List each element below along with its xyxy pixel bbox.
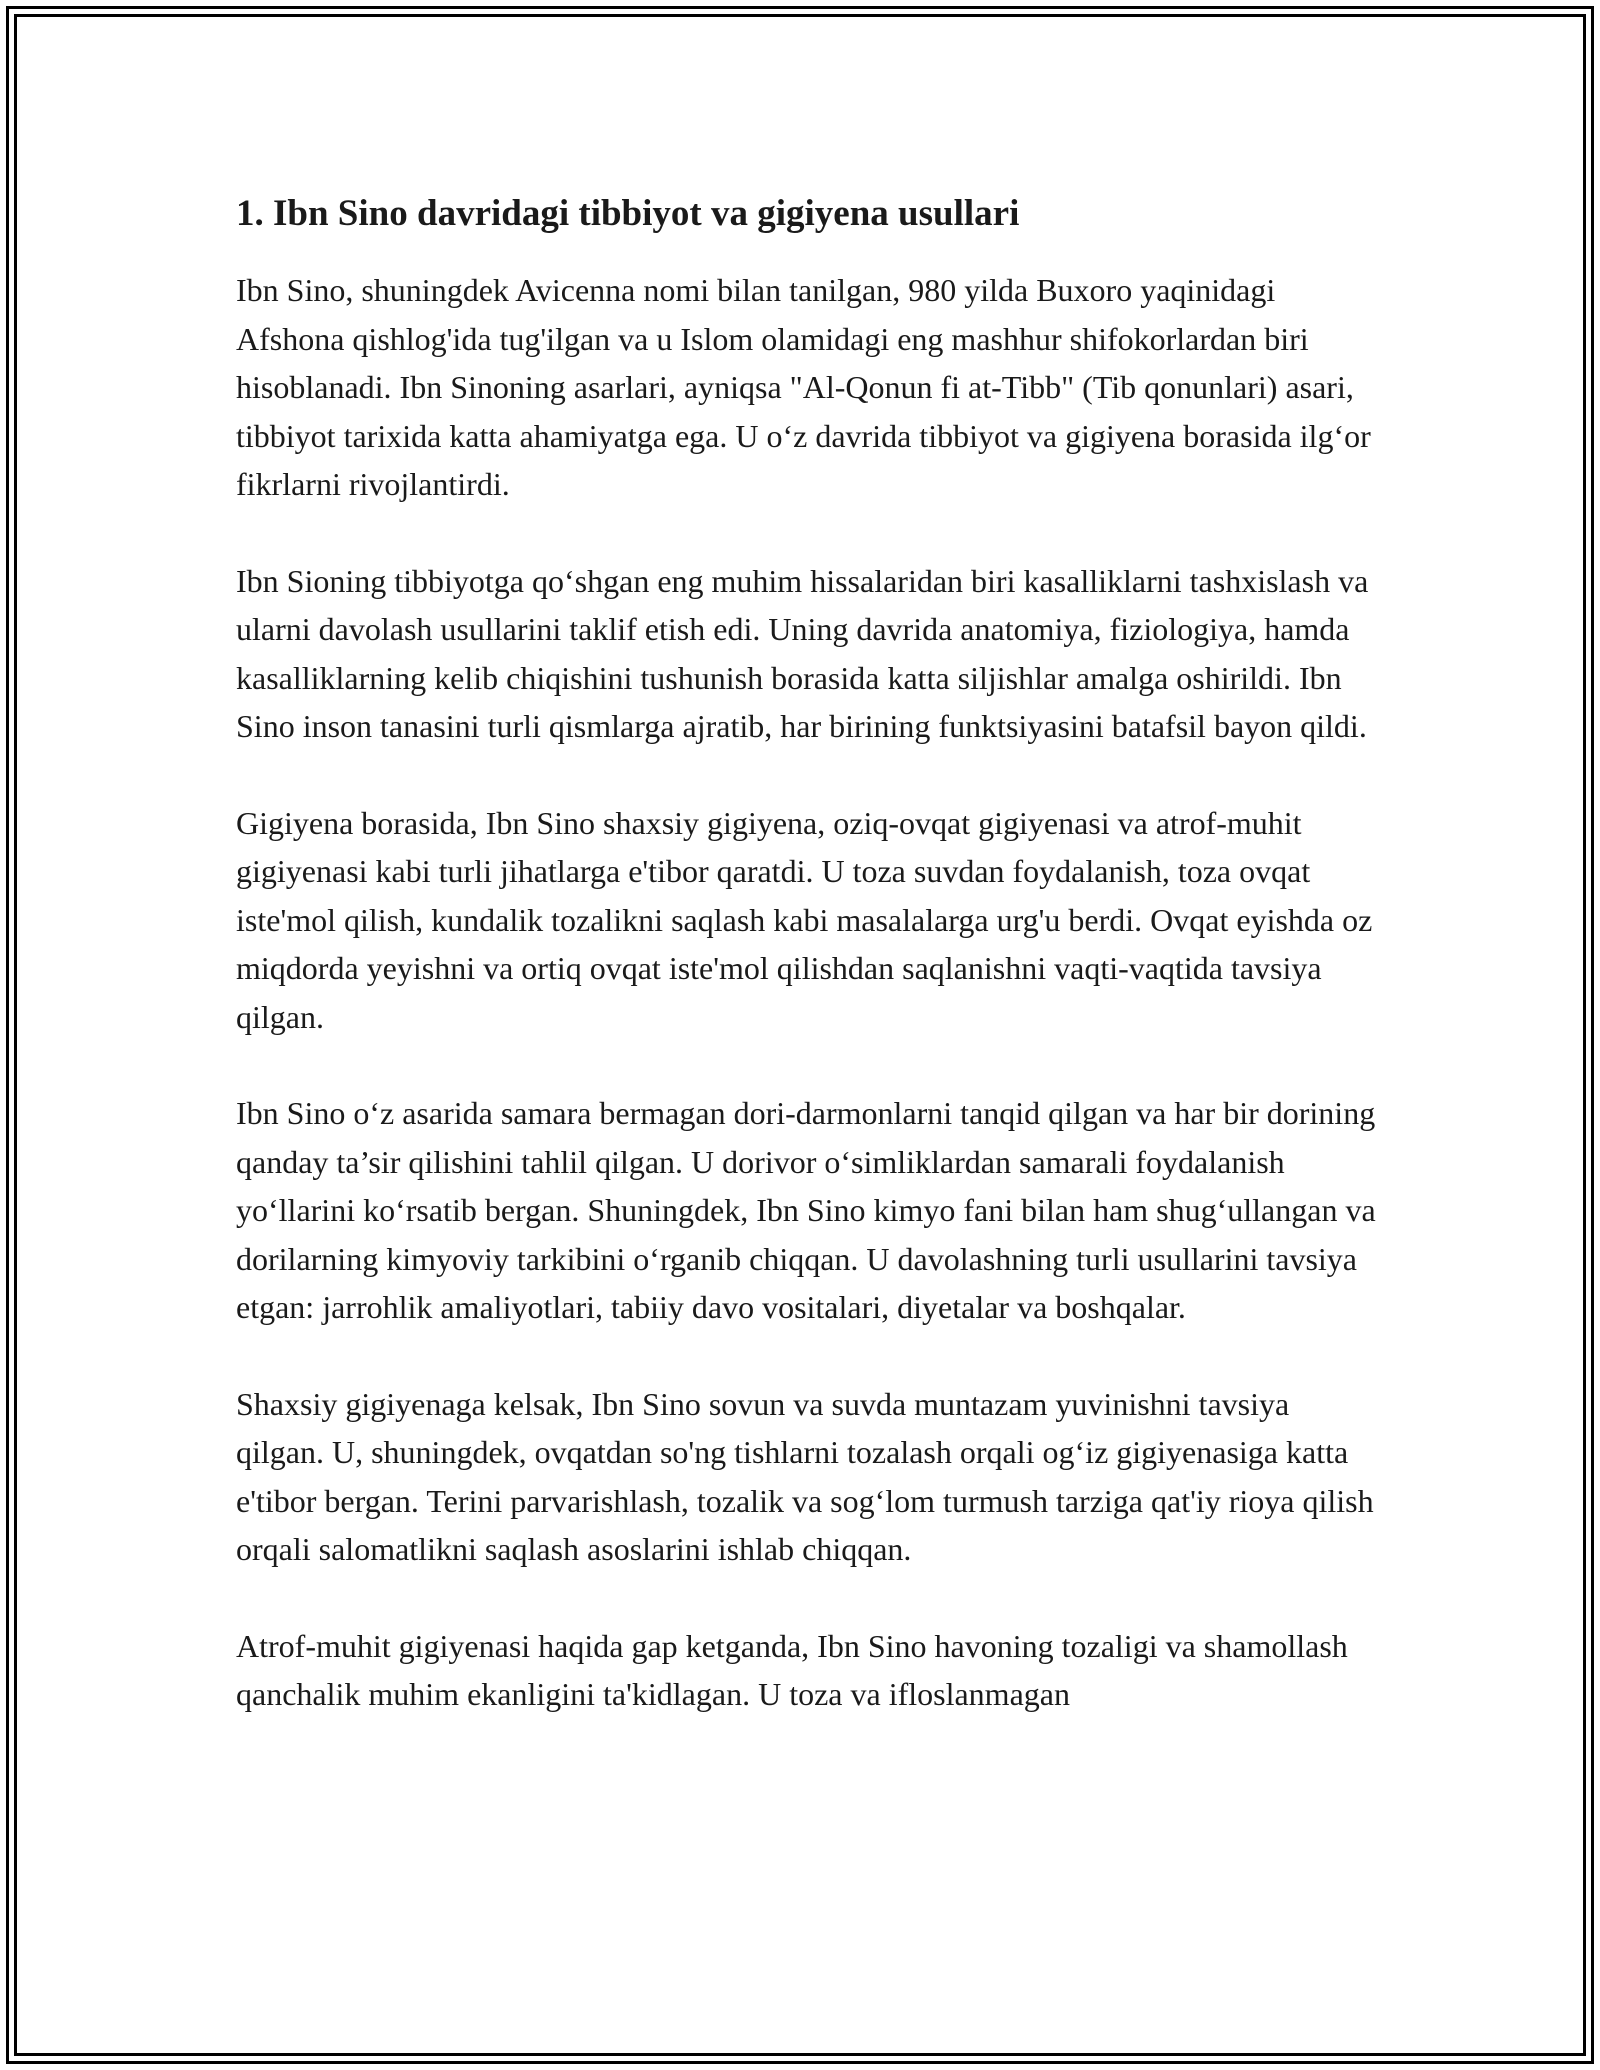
- paragraph-1: Ibn Sino, shuningdek Avicenna nomi bilan tanilgan, 980 yilda Buxoro yaqinidagi Afshona qishlog'ida tug'ilgan va u Islom olamidagi eng mashhur shifokorlardan biri hisoblanadi. Ibn Sinoning asarlari, ayniqsa "Al-Qonun fi at-Tibb" (Tib qonunlari) asari, tibbiyot tarixida katta ahamiyatga ega. U o‘z davrida tibbiyot va gigiyena borasida ilg‘or fikrlarni rivojlantirdi.: [236, 272, 1371, 502]
- section-heading: 1. Ibn Sino davridagi tibbiyot va gigiyena usullari: [236, 193, 1020, 234]
- paragraph-4: Ibn Sino o‘z asarida samara bermagan dori-darmonlarni tanqid qilgan va har bir dorining qanday ta’sir qilishini tahlil qilgan. U dorivor o‘simliklardan samarali foydalanish yo‘llarini ko‘rsatib bergan. Shuningdek, Ibn Sino kimyo fani bilan ham shug‘ullangan va dorilarning kimyoviy tarkibini o‘rganib chiqqan. U davolashning turli usullarini tavsiya etgan: jarrohlik amaliyotlari, tabiiy davo vositalari, diyetalar va boshqalar.: [236, 1095, 1376, 1325]
- paragraph-2: Ibn Sioning tibbiyotga qo‘shgan eng muhim hissalaridan biri kasalliklarni tashxislash va ularni davolash usullarini taklif etish edi. Uning davrida anatomiya, fiziologiya, hamda kasalliklarning kelib chiqishini tushunish borasida katta siljishlar amalga oshirildi. Ibn Sino inson tanasini turli qismlarga ajratib, har birining funktsiyasini batafsil bayon qildi.: [236, 562, 1369, 744]
- paragraph-5: Shaxsiy gigiyenaga kelsak, Ibn Sino sovun va suvda muntazam yuvinishni tavsiya qilgan. U, shuningdek, ovqatdan so'ng tishlarni tozalash orqali og‘iz gigiyenasiga katta e'tibor bergan. Terini parvarishlash, tozalik va sog‘lom turmush tarziga qat'iy rioya qilish orqali salomatlikni saqlash asoslarini ishlab chiqqan.: [236, 1385, 1374, 1567]
- paragraph-6: Atrof-muhit gigiyenasi haqida gap ketganda, Ibn Sino havoning tozaligi va shamollash qanchalik muhim ekanligini ta'kidlagan. U toza va ifloslanmagan: [236, 1627, 1348, 1712]
- paragraph-3: Gigiyena borasida, Ibn Sino shaxsiy gigiyena, oziq-ovqat gigiyenasi va atrof-muhit gigiyenasi kabi turli jihatlarga e'tibor qaratdi. U toza suvdan foydalanish, toza ovqat iste'mol qilish, kundalik tozalikni saqlash kabi masalalarga urg'u berdi. Ovqat eyishda oz miqdorda yeyishni va ortiq ovqat iste'mol qilishdan saqlanishni vaqti-vaqtida tavsiya qilgan.: [236, 804, 1373, 1035]
- document-page: [236, 190, 1376, 1767]
